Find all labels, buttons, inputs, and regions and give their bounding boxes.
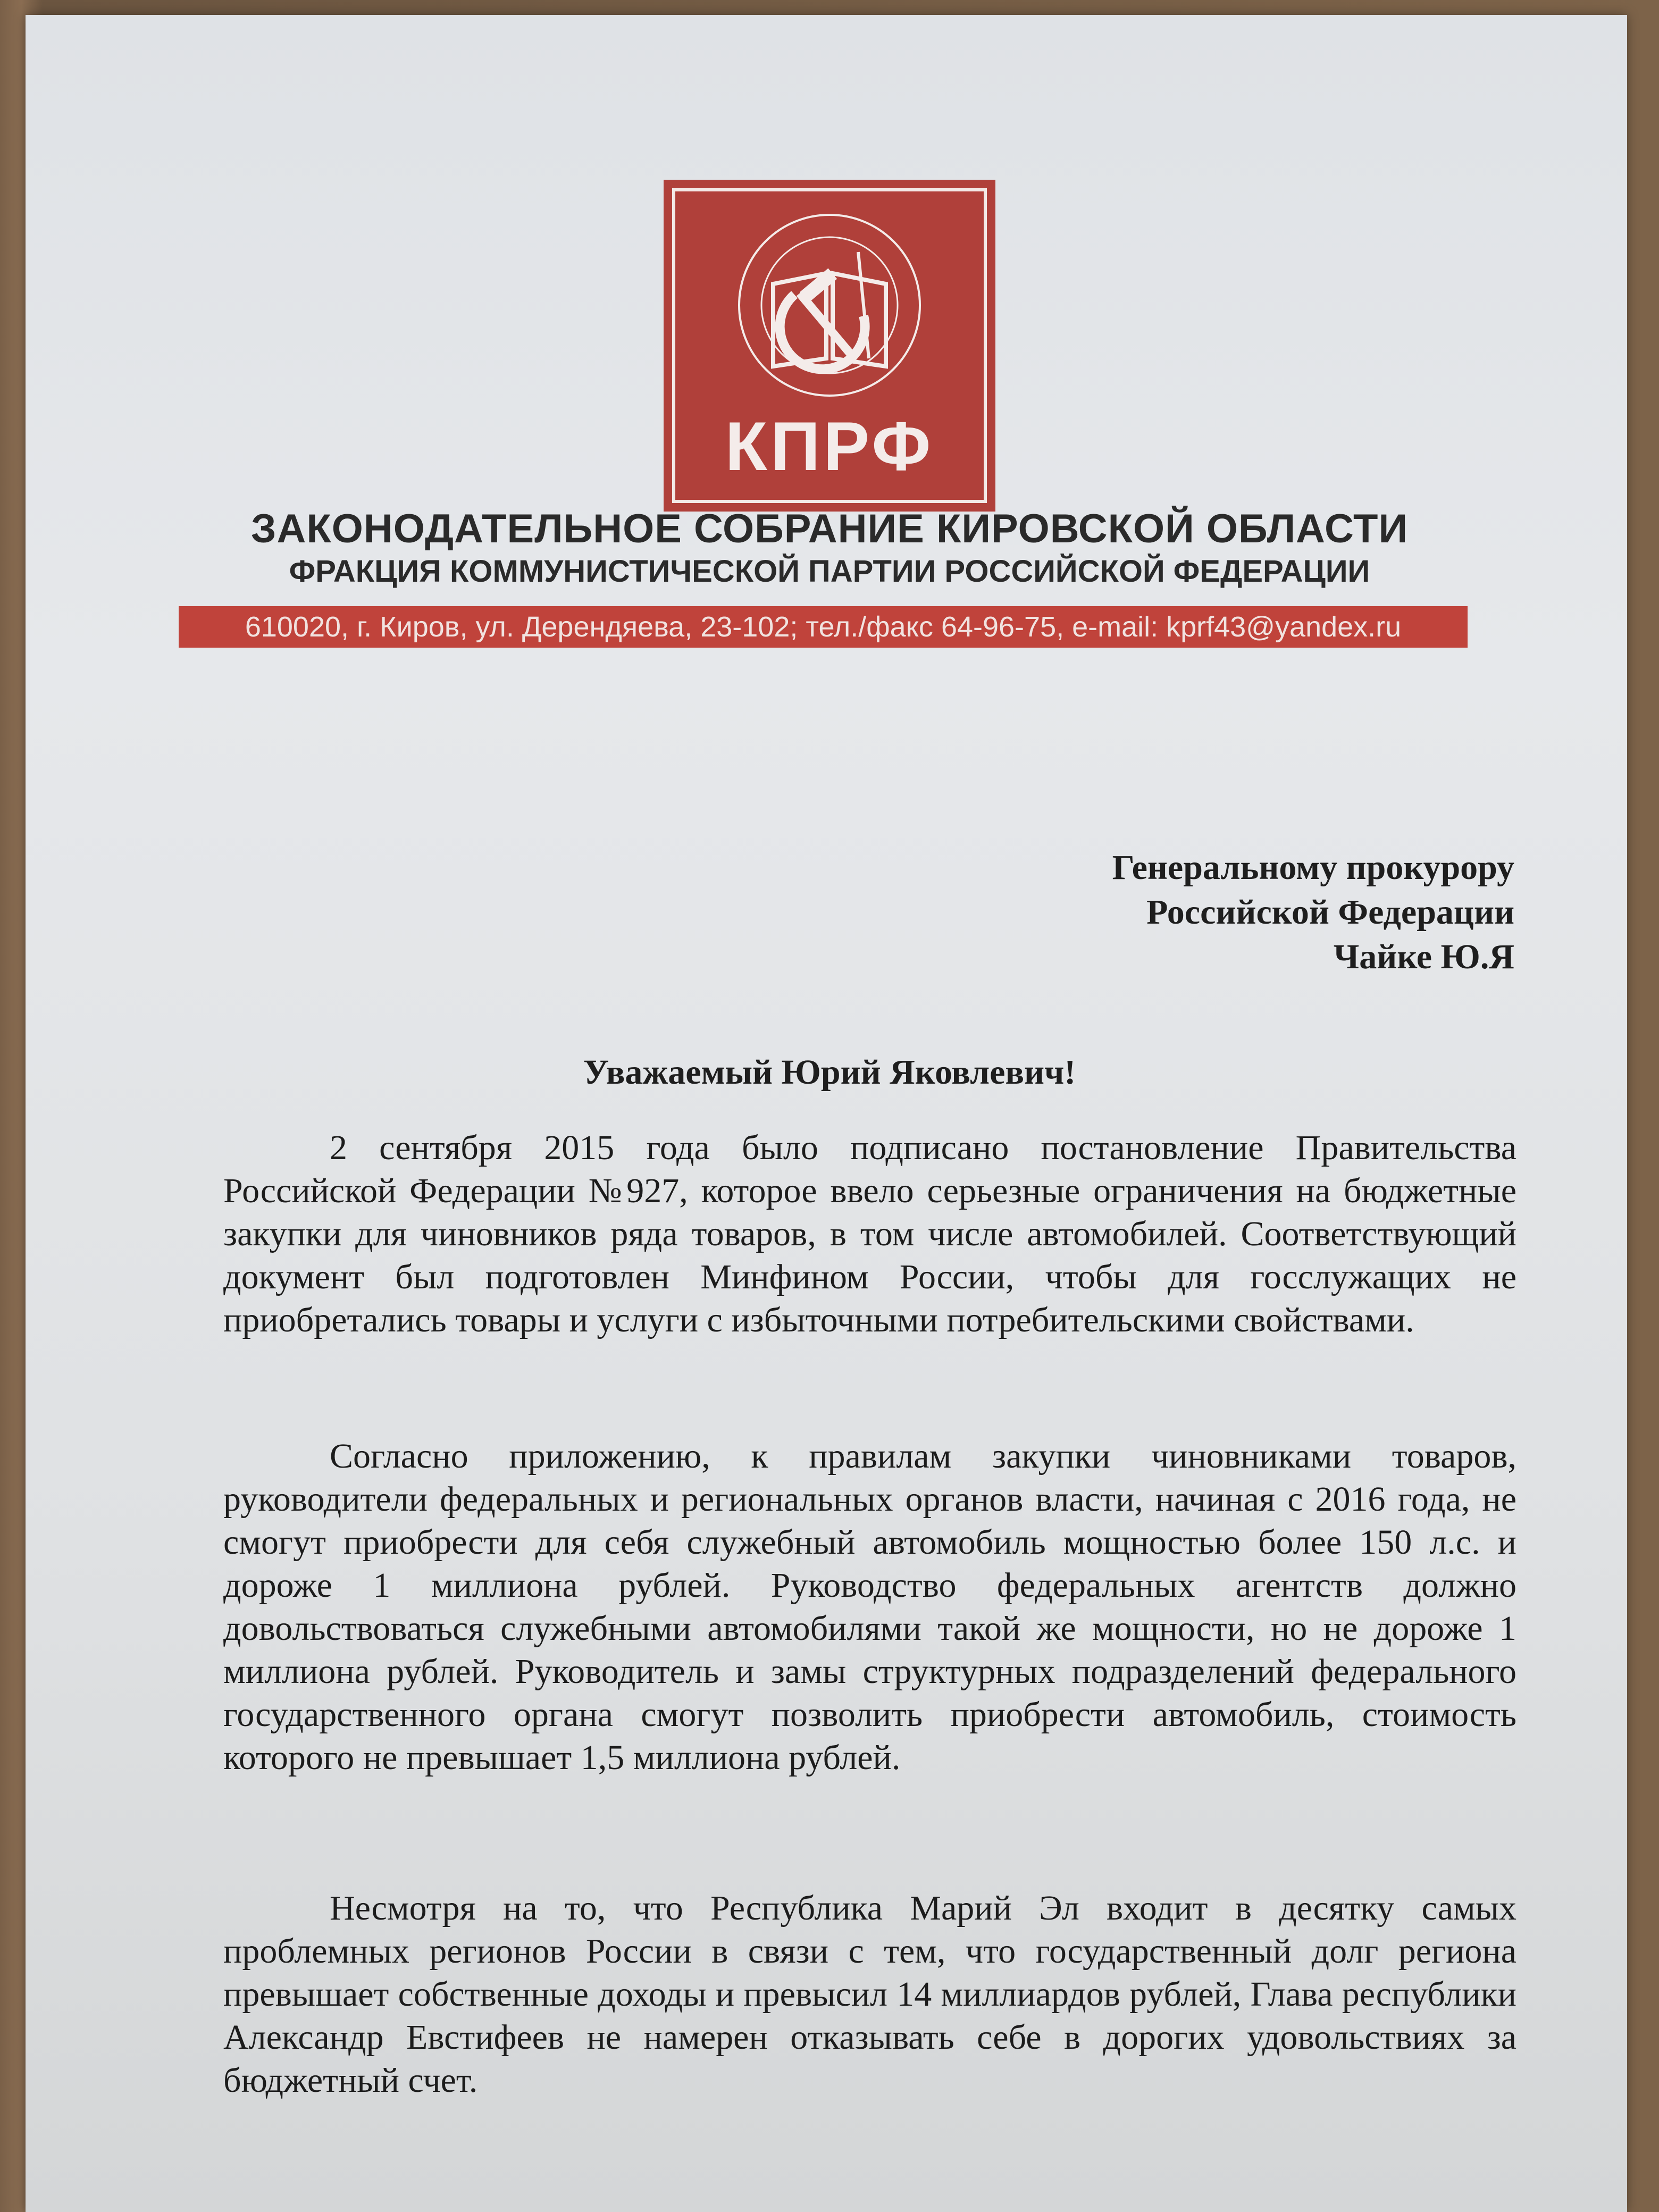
faction-subtitle: ФРАКЦИЯ КОММУНИСТИЧЕСКОЙ ПАРТИИ РОССИЙСКОЙ ФЕДЕРАЦИИ [289,554,1370,589]
recipient-line-2: Российской Федерации [1146,893,1514,932]
logo-text: КПРФ [725,407,934,485]
recipient-line-1: Генеральному прокурору [1112,848,1514,887]
kprf-logo [664,180,995,512]
paragraph-2: Согласно приложению, к правилам закупки чиновниками товаров, руководители федеральных и региональных органов власти, начиная с 2016 года, не смогут приобрести для себя служебный автомобиль мощностью более 150 л.с. и дороже 1 миллиона рублей. Руководство федеральных агентств должно довольствоваться служебными автомобилями такой же мощности, но не дороже 1 миллиона рублей. Руководитель и замы структурных подразделений федерального государственного органа смогут позволить приобрести автомобиль, стоимость которого не превышает 1,5 миллиона рублей. [223,1437,1516,1777]
recipient-line-3: Чайке Ю.Я [1333,937,1514,976]
paragraph-1: 2 сентября 2015 года было подписано постановление Правительства Российской Федерации №927, которое ввело серьезные ограничения на бюджетные закупки для чиновников ряда товаров, в том числе автомобилей. Соответствующий документ был подготовлен Минфином России, чтобы для госслужащих не приобретались товары и услуги с избыточными потребительскими свойствами. [223,1128,1516,1339]
paragraph-3: Несмотря на то, что Республика Марий Эл входит в десятку самых проблемных регионов России в связи с тем, что государственный долг региона превышает собственные доходы и превысил 14 миллиардов рублей, Глава республики Александр Евстифеев не намерен отказывать себе в дорогих удовольствиях за бюджетный счет. [223,1889,1516,2100]
organization-title: ЗАКОНОДАТЕЛЬНОЕ СОБРАНИЕ КИРОВСКОЙ ОБЛАСТИ [250,506,1409,551]
contact-address-bar: 610020, г. Киров, ул. Дерендяева, 23-102; тел./факс 64-96-75, e-mail: kprf43@yandex.ru [179,606,1468,648]
salutation: Уважаемый Юрий Яковлевич! [583,1053,1076,1092]
recipient-block [1112,845,1514,979]
